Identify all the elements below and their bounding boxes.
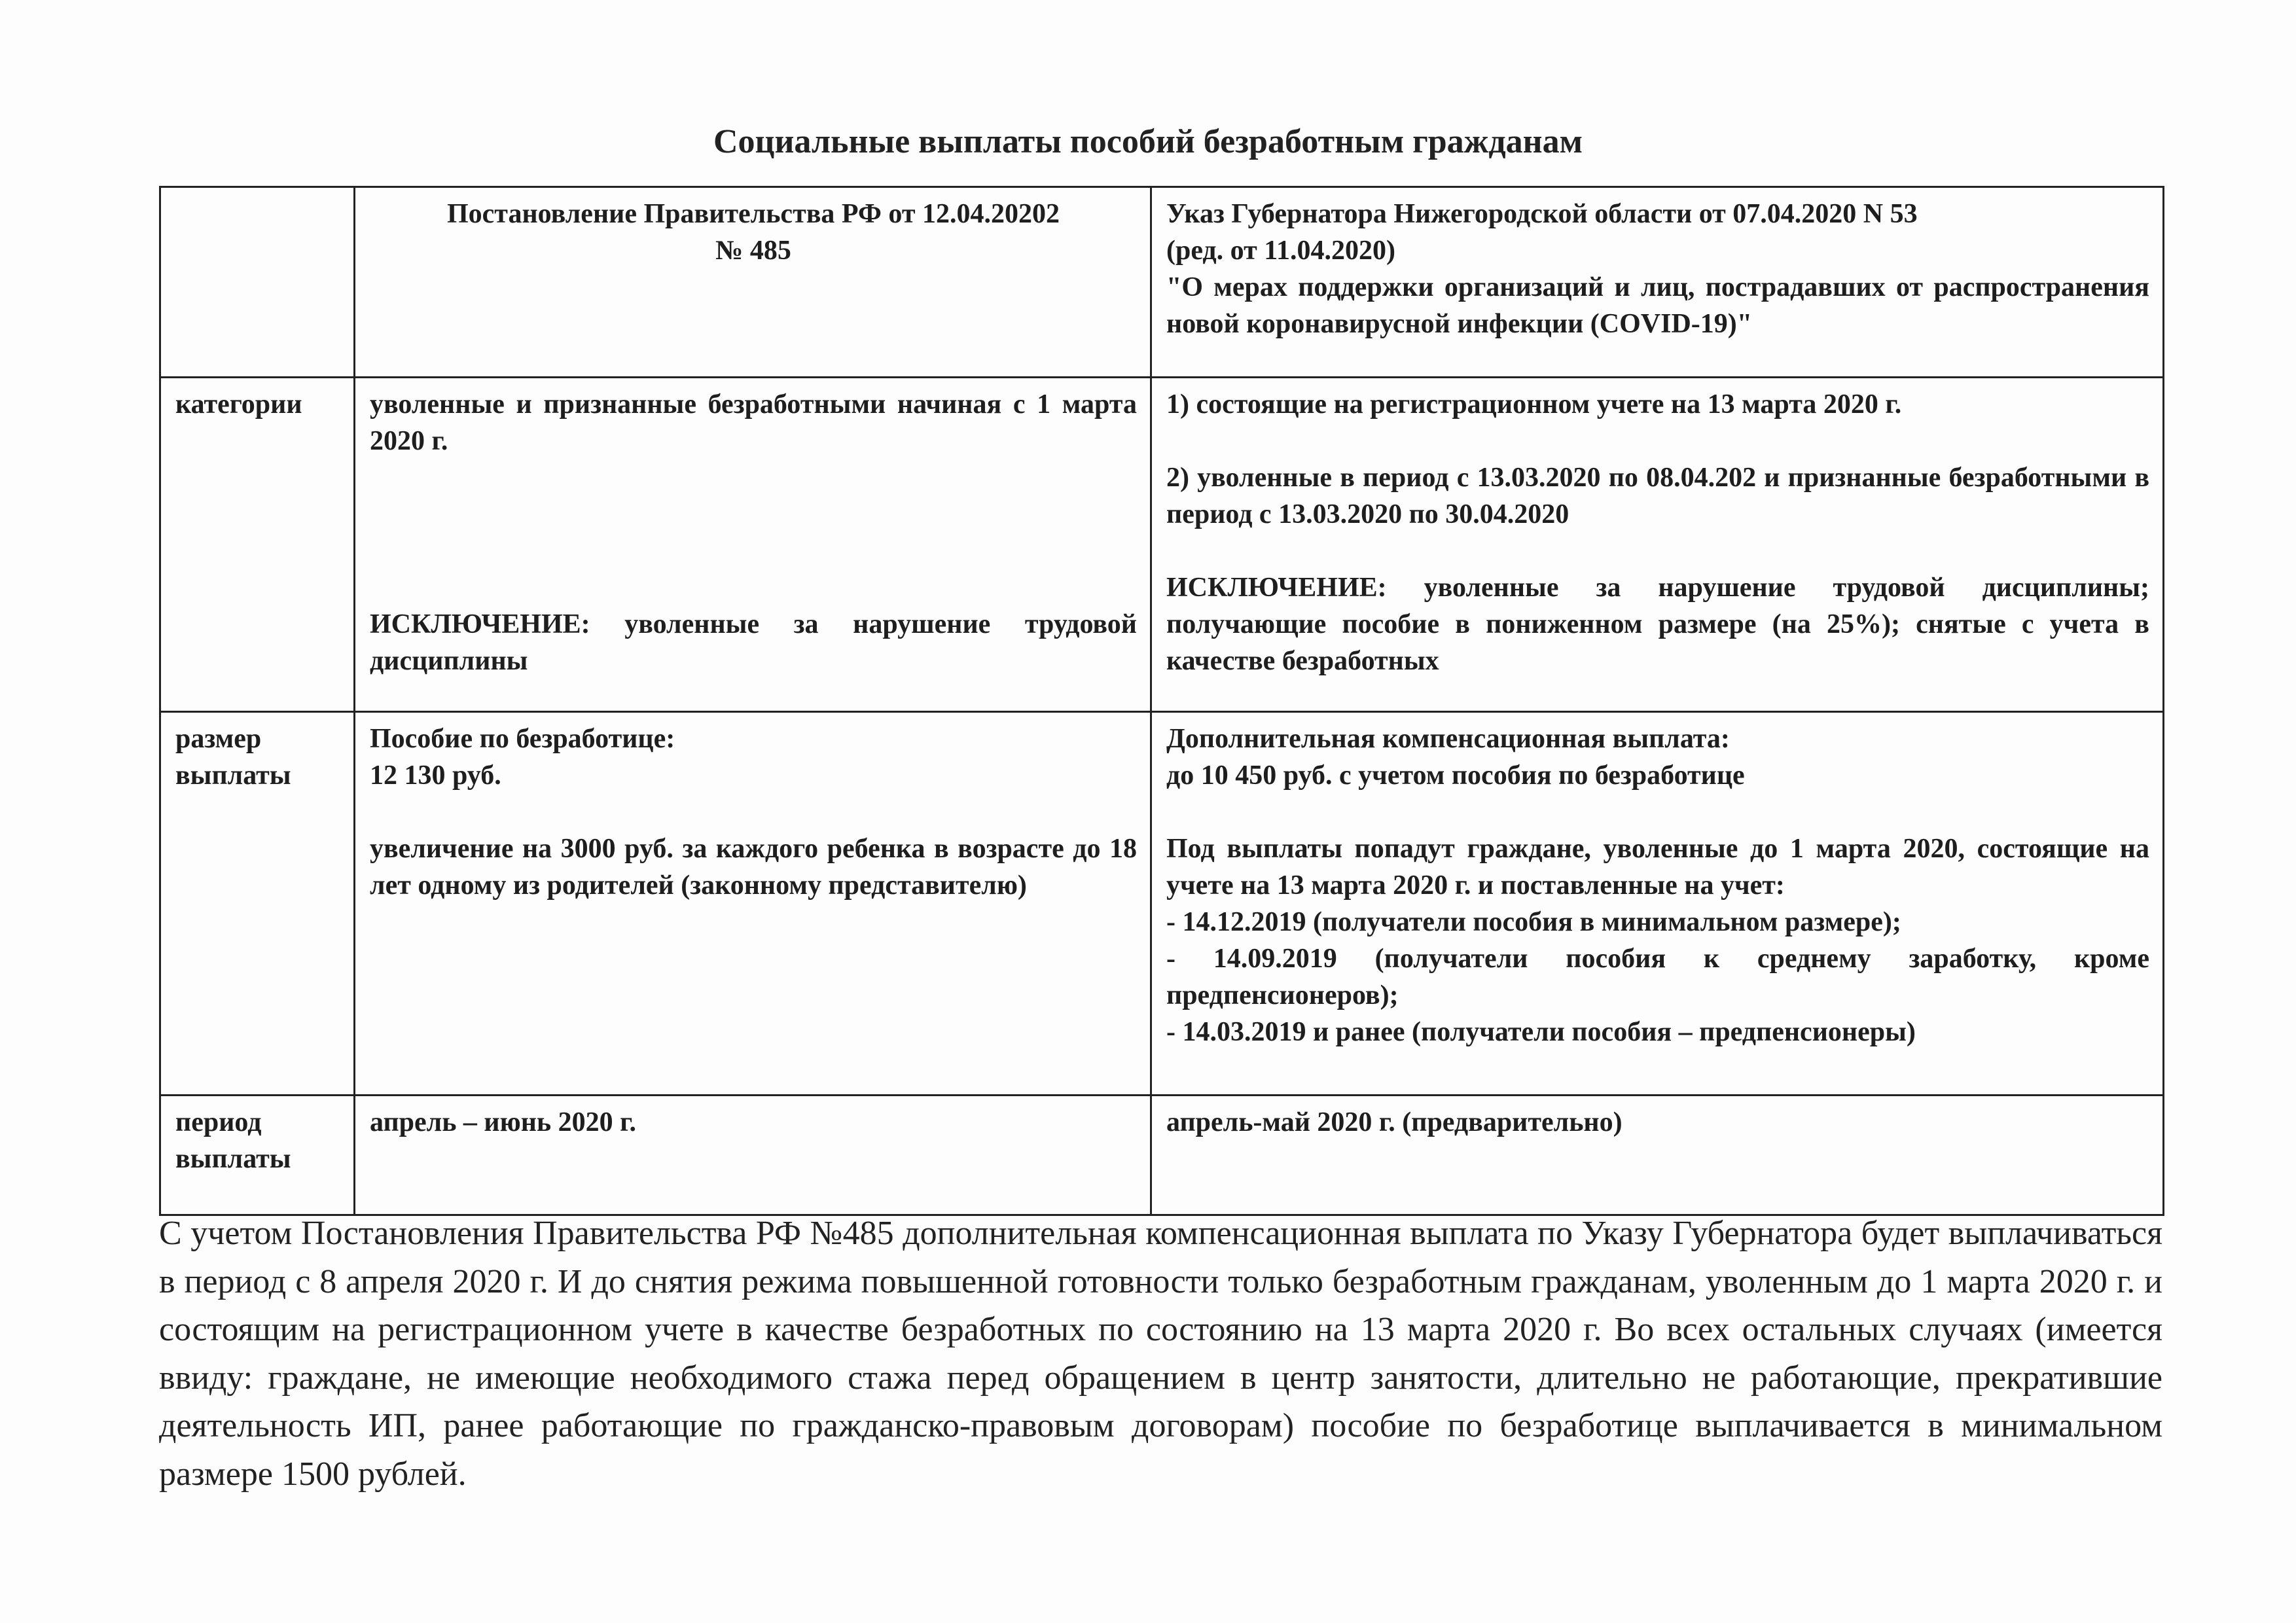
amount-federal-cell	[355, 712, 1151, 1096]
period-federal-cell: апрель – июнь 2020 г.	[355, 1096, 1151, 1215]
categories-federal-exception: ИСКЛЮЧЕНИЕ: уволенные за нарушение трудовой дисциплины	[370, 609, 1137, 676]
categories-regional-item2: 2) уволенные в период с 13.03.2020 по 08.04.202 и признанные безработными в период с 13.03.2020 по 30.04.2020	[1166, 463, 2149, 529]
row-label-line1: период	[175, 1107, 262, 1137]
amount-regional-list-item: - 14.09.2019 (получатели пособия к среднему заработку, кроме предпенсионеров);	[1166, 944, 2149, 1010]
row-label-line2: выплаты	[175, 1144, 291, 1174]
header-cell-federal-resolution	[355, 187, 1151, 378]
row-label-payment-amount	[160, 712, 355, 1096]
table-row-payment-period	[160, 1096, 2164, 1215]
amount-regional-list-item: - 14.12.2019 (получатели пособия в минимальном размере);	[1166, 907, 1901, 937]
categories-regional-item1: 1) состоящие на регистрационном учете на 13 марта 2020 г.	[1166, 389, 1902, 419]
row-label-line1: размер	[175, 724, 262, 754]
amount-federal-value: 12 130 руб.	[370, 760, 501, 791]
table-row-categories	[160, 378, 2164, 712]
federal-resolution-number: № 485	[715, 236, 791, 266]
categories-federal-main: уволенные и признанные безработными начиная с 1 марта 2020 г.	[370, 389, 1137, 456]
categories-federal-cell	[355, 378, 1151, 712]
amount-regional-note: Под выплаты попадут граждане, уволенные до 1 марта 2020, состоящие на учете на 13 марта 2020 г. и поставленные на учет:	[1166, 834, 2149, 901]
page-title: Социальные выплаты пособий безработным гражданам	[713, 123, 1583, 160]
row-label-line2: выплаты	[175, 760, 291, 791]
amount-federal-heading: Пособие по безработице:	[370, 724, 675, 754]
governor-decree-revision: (ред. от 11.04.2020)	[1166, 236, 1395, 266]
summary-paragraph: С учетом Постановления Правительства РФ №485 дополнительная компенсационная выплата по Указу Губернатора будет выплачиваться в период с 8 апреля 2020 г. И до снятия режима повышенной готовности только безработным гражданам, уволенным до 1 марта 2020 г. и состоящим на регистрационном учете в качестве безработных по состоянию на 13 марта 2020 г. Во всех остальных случаях (имеется ввиду: граждане, не имеющие необходимого стажа перед обращением в центр занятости, длительно не работающие, прекратившие деятельность ИП, ранее работающие по гражданско-правовым договорам) пособие по безработице выплачивается в минимальном размере 1500 рублей.	[159, 1215, 2162, 1493]
categories-regional-cell	[1151, 378, 2164, 712]
governor-decree-name: "О мерах поддержки организаций и лиц, пострадавших от распространения новой коронавирусной инфекции (COVID-19)"	[1166, 272, 2149, 339]
governor-decree-title: Указ Губернатора Нижегородской области от 07.04.2020 N 53	[1166, 199, 1918, 229]
amount-regional-cell	[1151, 712, 2164, 1096]
header-cell-empty	[160, 187, 355, 378]
amount-regional-heading: Дополнительная компенсационная выплата:	[1166, 724, 1730, 754]
amount-regional-list-item: - 14.03.2019 и ранее (получатели пособия – предпенсионеры)	[1166, 1017, 1916, 1047]
row-label-payment-period	[160, 1096, 355, 1215]
categories-regional-exception: ИСКЛЮЧЕНИЕ: уволенные за нарушение трудовой дисциплины; получающие пособие в пониженном размере (на 25%); снятые с учета в качестве безработных	[1166, 573, 2149, 676]
header-cell-governor-decree	[1151, 187, 2164, 378]
amount-regional-value: до 10 450 руб. с учетом пособия по безработице	[1166, 760, 1745, 791]
table-row-payment-amount	[160, 712, 2164, 1096]
federal-resolution-title: Постановление Правительства РФ от 12.04.20202	[447, 199, 1060, 229]
table-header-row	[160, 187, 2164, 378]
amount-federal-note: увеличение на 3000 руб. за каждого ребенка в возрасте до 18 лет одному из родителей (законному представителю)	[370, 834, 1137, 901]
benefits-table	[159, 186, 2164, 1216]
row-label-categories: категории	[160, 378, 355, 712]
period-regional-cell: апрель-май 2020 г. (предварительно)	[1151, 1096, 2164, 1215]
